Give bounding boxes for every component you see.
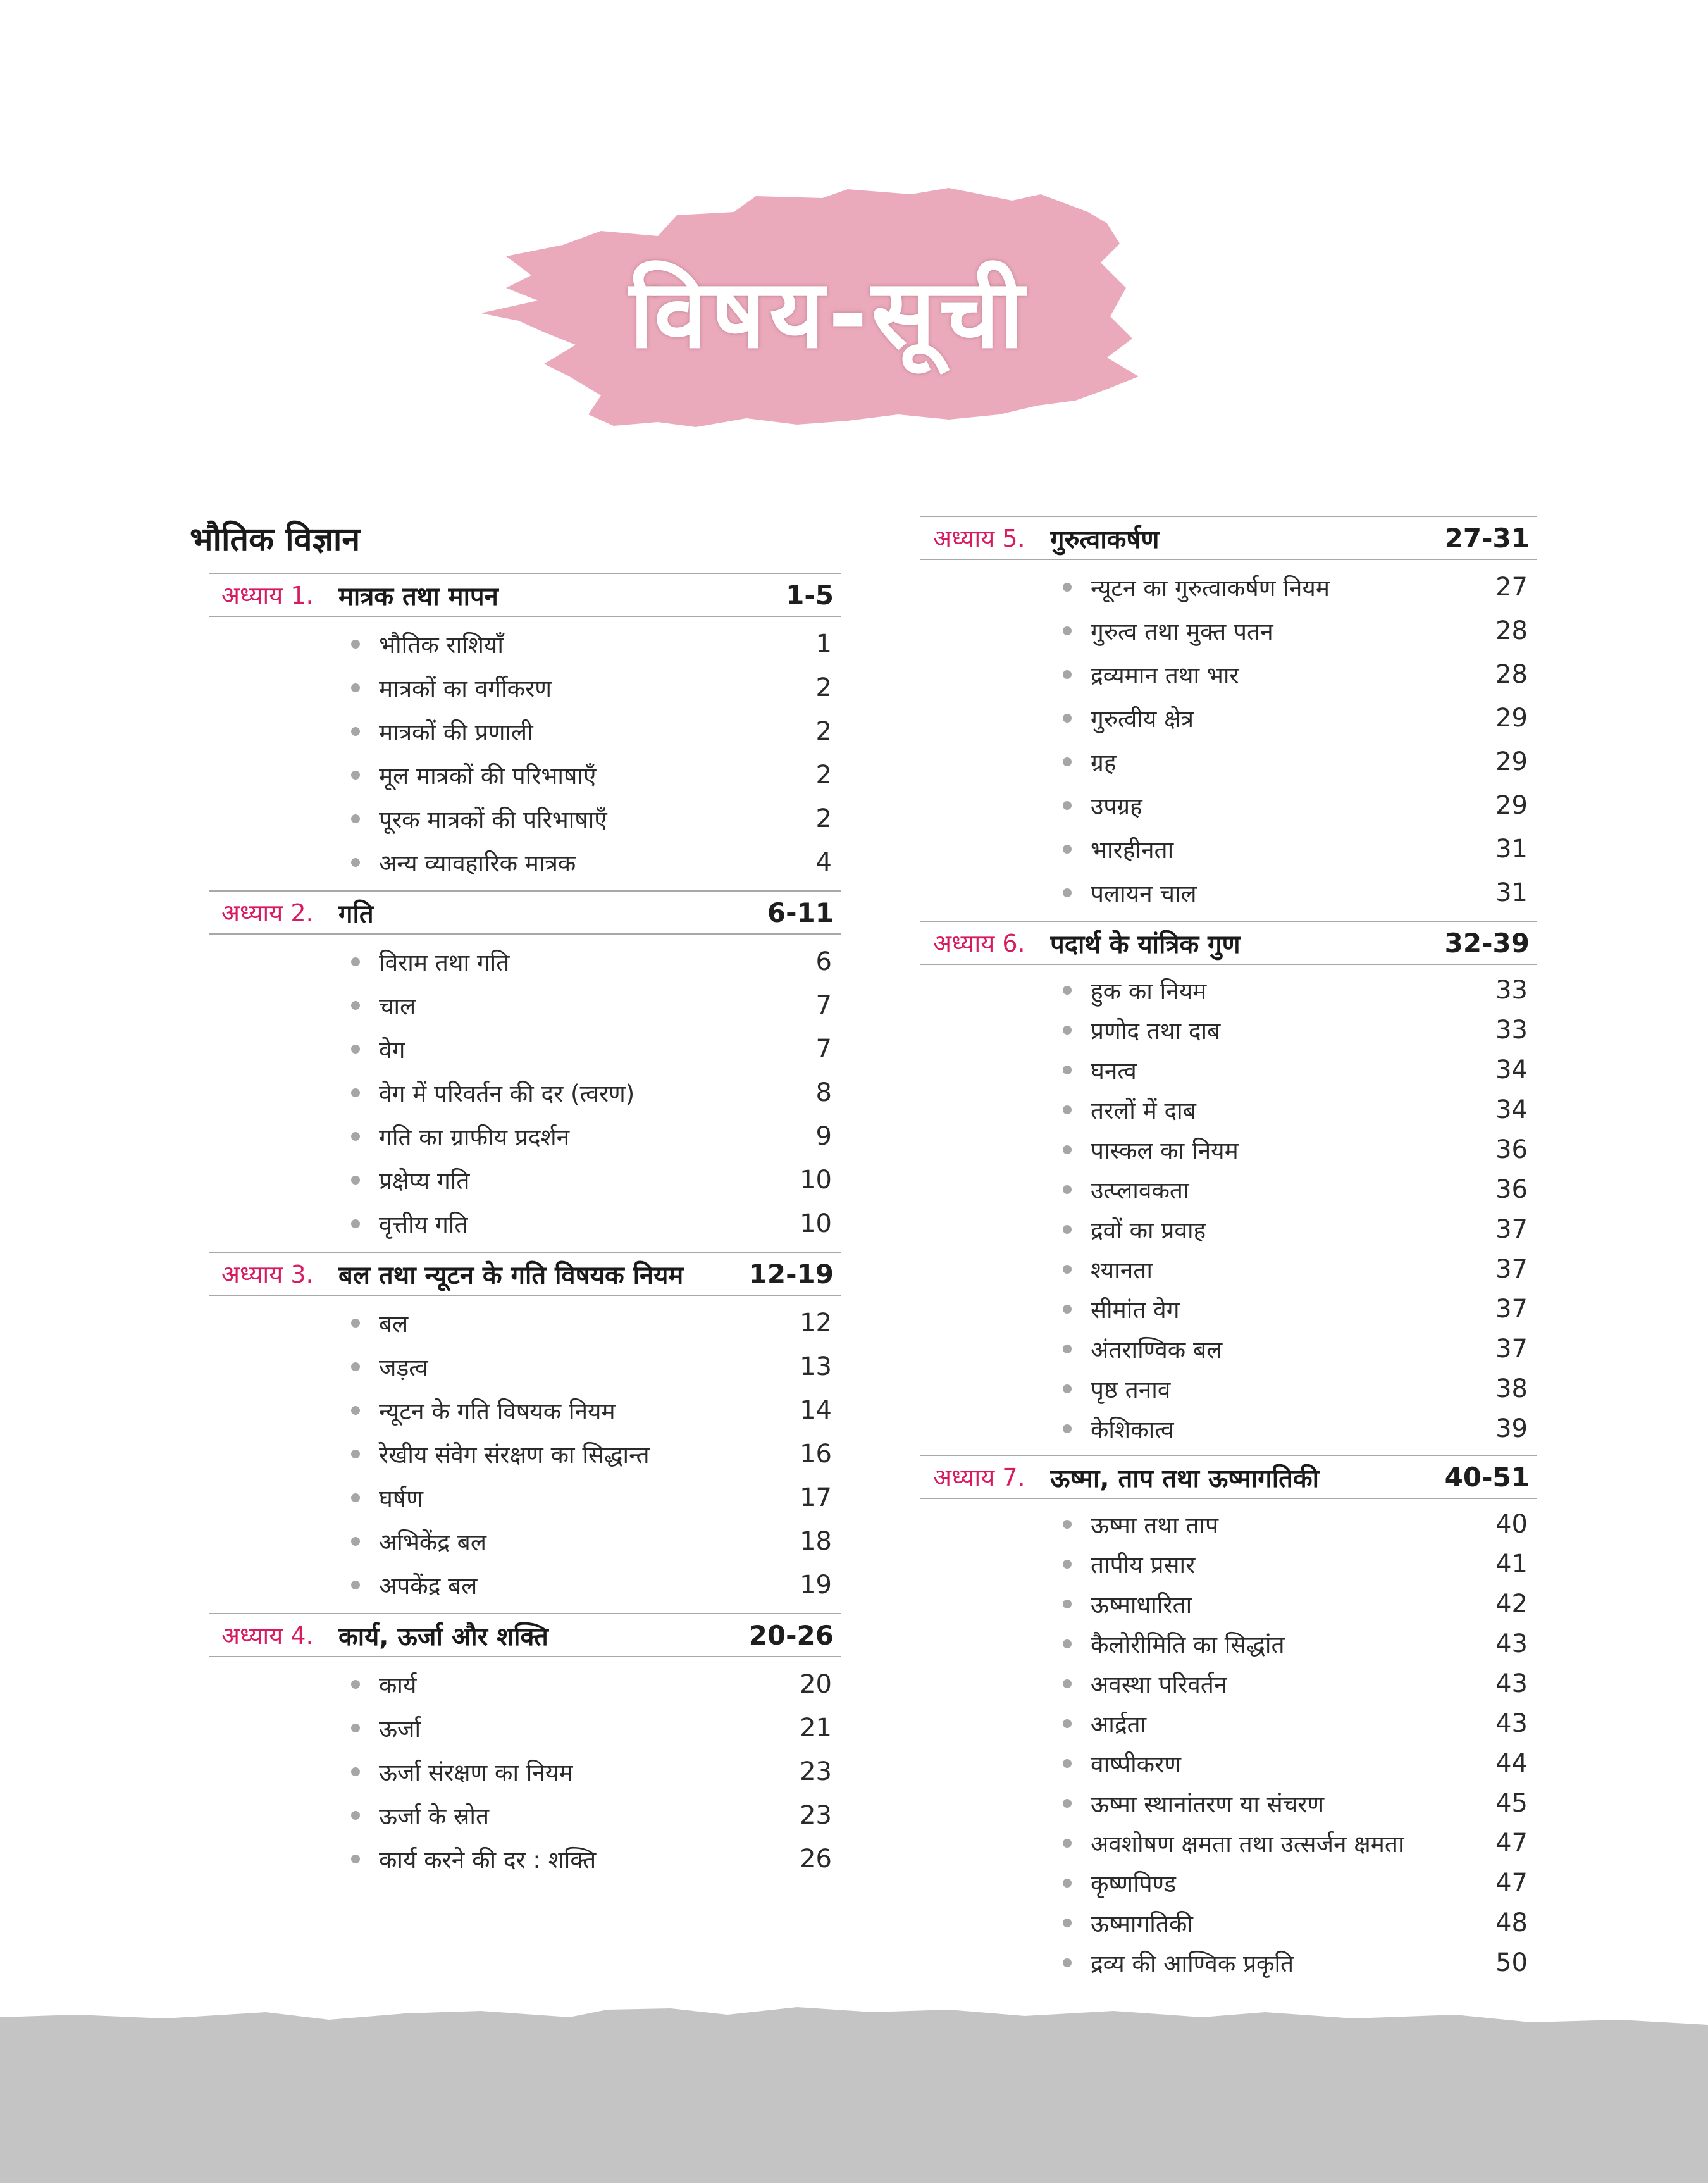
topic-title: अवस्था परिवर्तन [1091,1671,1227,1698]
topic-row[interactable] [920,1409,1537,1448]
page-title: विषय-सूची [629,259,1028,370]
chapter-label: अध्याय 1. [221,582,314,609]
bullet-icon [1063,714,1072,723]
topic-page: 34 [1495,1095,1528,1124]
topic-row[interactable] [209,1114,841,1158]
topic-title: श्यानता [1091,1257,1153,1284]
title-banner [468,187,1189,433]
topic-title: बल [379,1310,409,1338]
topic-page: 47 [1495,1828,1528,1858]
topic-title: प्रणोद तथा दाब [1091,1017,1221,1045]
bullet-icon [1063,1879,1072,1888]
topic-page: 31 [1495,834,1528,864]
bullet-icon [1063,1424,1072,1433]
bullet-icon [1063,1185,1072,1194]
topic-page: 50 [1495,1948,1528,1977]
topic-list [209,1657,841,1887]
chapter-page-range: 40-51 [1444,1461,1530,1493]
bullet-icon [1063,626,1072,635]
chapter-label: अध्याय 5. [933,525,1025,552]
topic-row[interactable] [209,1563,841,1607]
topic-title: प्रक्षेप्य गति [379,1167,470,1195]
topic-row[interactable] [920,696,1537,740]
topic-row[interactable] [920,1743,1537,1783]
bullet-icon [351,1219,360,1228]
topic-list [209,617,841,890]
topic-row[interactable] [920,1249,1537,1289]
chapter-title: ऊष्मा, ताप तथा ऊष्मागतिकी [1050,1464,1319,1493]
chapter-label: अध्याय 2. [221,899,314,927]
topic-title: केशिकात्व [1091,1416,1174,1443]
bullet-icon [351,727,360,736]
topic-title: वाष्पीकरण [1091,1751,1181,1778]
topic-row[interactable] [209,1476,841,1519]
topic-page: 13 [800,1352,832,1381]
topic-row[interactable] [209,1071,841,1114]
topic-title: गुरुत्व तथा मुक्त पतन [1091,618,1273,645]
chapter-header[interactable] [209,1252,841,1296]
topic-row[interactable] [209,940,841,983]
bullet-icon [1063,1639,1072,1648]
topic-row[interactable] [209,1345,841,1388]
bullet-icon [1063,1305,1072,1314]
topic-title: चाल [379,993,416,1020]
chapter-block [920,921,1537,1455]
topic-row[interactable] [920,1369,1537,1409]
topic-list [920,1499,1537,1989]
topic-row[interactable] [920,1010,1537,1050]
bullet-icon [351,1811,360,1820]
topic-page: 37 [1495,1334,1528,1364]
toc-left-column [209,573,841,1887]
topic-page: 18 [800,1526,832,1556]
topic-title: उपग्रह [1091,793,1142,820]
topic-title: वेग [379,1036,405,1064]
topic-title: कृष्णपिण्ड [1091,1870,1177,1898]
topic-list [209,935,841,1252]
topic-row[interactable] [209,1158,841,1202]
topic-page: 23 [800,1757,832,1786]
topic-page: 9 [815,1121,832,1151]
bullet-icon [1063,1105,1072,1114]
topic-page: 33 [1495,1015,1528,1045]
topic-page: 8 [815,1078,832,1107]
topic-page: 38 [1495,1374,1528,1403]
topic-title: अभिकेंद्र बल [379,1529,486,1556]
topic-row[interactable] [209,666,841,709]
chapter-label: अध्याय 7. [933,1464,1025,1491]
topic-row[interactable] [920,1209,1537,1249]
topic-title: पूरक मात्रकों की परिभाषाएँ [379,806,607,833]
topic-page: 10 [800,1165,832,1195]
topic-title: मात्रकों का वर्गीकरण [379,675,552,702]
bullet-icon [1063,1919,1072,1927]
topic-row[interactable] [209,983,841,1027]
topic-page: 39 [1495,1414,1528,1443]
topic-title: अवशोषण क्षमता तथा उत्सर्जन क्षमता [1091,1831,1404,1858]
topic-row[interactable] [920,1664,1537,1703]
topic-row[interactable] [920,652,1537,696]
topic-row[interactable] [209,1202,841,1245]
topic-page: 28 [1495,659,1528,689]
topic-title: कैलोरीमिति का सिद्धांत [1091,1631,1285,1658]
topic-title: रेखीय संवेग संरक्षण का सिद्धान्त [379,1441,650,1469]
topic-page: 37 [1495,1214,1528,1244]
topic-page: 40 [1495,1509,1528,1539]
topic-page: 17 [800,1483,832,1512]
topic-page: 4 [815,847,832,877]
topic-row[interactable] [920,1169,1537,1209]
topic-title: कार्य करने की दर : शक्ति [379,1846,597,1874]
bullet-icon [351,1767,360,1776]
chapter-title: बल तथा न्यूटन के गति विषयक नियम [338,1260,684,1290]
topic-row[interactable] [209,1793,841,1837]
topic-page: 12 [800,1308,832,1338]
topic-title: भौतिक राशियाँ [379,631,504,659]
topic-title: कार्य [379,1672,417,1699]
topic-page: 2 [815,760,832,790]
topic-row[interactable] [209,1301,841,1345]
topic-page: 33 [1495,975,1528,1005]
topic-row[interactable] [920,1703,1537,1743]
bullet-icon [351,1406,360,1415]
chapter-header[interactable] [920,516,1537,560]
topic-row[interactable] [920,565,1537,609]
chapter-page-range: 12-19 [748,1258,834,1290]
topic-title: उत्प्लावकता [1091,1177,1189,1204]
bullet-icon [351,1724,360,1732]
topic-row[interactable] [209,840,841,884]
section-title: भौतिक विज्ञान [190,521,361,559]
chapter-header[interactable] [920,921,1537,965]
bullet-icon [351,1362,360,1371]
topic-page: 37 [1495,1254,1528,1284]
topic-page: 43 [1495,1708,1528,1738]
chapter-page-range: 6-11 [767,897,834,928]
topic-page: 1 [815,629,832,659]
topic-row[interactable] [920,1504,1537,1544]
bullet-icon [1063,1560,1072,1569]
chapter-label: अध्याय 3. [221,1260,314,1288]
topic-row[interactable] [209,1706,841,1750]
topic-row[interactable] [920,1090,1537,1129]
topic-row[interactable] [209,753,841,797]
topic-title: घनत्व [1091,1057,1137,1085]
bullet-icon [1063,1759,1072,1768]
topic-title: भारहीनता [1091,837,1174,864]
bullet-icon [351,1493,360,1502]
toc-right-column [920,516,1537,1989]
topic-title: अंतराण्विक बल [1091,1336,1223,1364]
topic-row[interactable] [920,1783,1537,1823]
topic-title: ग्रह [1091,749,1117,776]
bullet-icon [1063,1265,1072,1274]
topic-page: 43 [1495,1669,1528,1698]
chapter-title: मात्रक तथा मापन [338,582,498,611]
topic-title: घर्षण [379,1485,424,1512]
topic-page: 34 [1495,1055,1528,1085]
bullet-icon [1063,888,1072,897]
topic-title: द्रव्य की आण्विक प्रकृति [1091,1950,1294,1977]
topic-page: 45 [1495,1788,1528,1818]
topic-page: 28 [1495,616,1528,645]
bullet-icon [1063,1839,1072,1848]
topic-title: ऊष्मागतिकी [1091,1910,1193,1937]
topic-page: 19 [800,1570,832,1600]
topic-title: द्रव्यमान तथा भार [1091,662,1239,689]
chapter-title: गति [338,899,374,929]
topic-page: 10 [800,1209,832,1238]
topic-row[interactable] [209,1027,841,1071]
topic-title: आर्द्रता [1091,1711,1147,1738]
bullet-icon [351,858,360,867]
topic-title: ऊष्मा स्थानांतरण या संचरण [1091,1791,1325,1818]
topic-row[interactable] [920,783,1537,827]
bullet-icon [351,1001,360,1010]
topic-row[interactable] [920,1584,1537,1624]
bullet-icon [351,1537,360,1546]
topic-page: 26 [800,1844,832,1874]
chapter-label: अध्याय 6. [933,930,1025,957]
topic-page: 31 [1495,878,1528,907]
chapter-title: पदार्थ के यांत्रिक गुण [1050,930,1241,959]
topic-row[interactable] [209,1519,841,1563]
topic-page: 36 [1495,1174,1528,1204]
topic-row[interactable] [920,1823,1537,1863]
topic-page: 2 [815,716,832,746]
bullet-icon [351,771,360,780]
bullet-icon [1063,1145,1072,1154]
topic-row[interactable] [920,1624,1537,1664]
chapter-block [209,1252,841,1613]
topic-title: मूल मात्रकों की परिभाषाएँ [379,762,597,790]
topic-page: 20 [800,1669,832,1699]
bullet-icon [1063,1600,1072,1608]
topic-row[interactable] [920,1903,1537,1943]
bullet-icon [351,1581,360,1589]
bullet-icon [1063,757,1072,766]
topic-row[interactable] [920,1329,1537,1369]
topic-page: 47 [1495,1868,1528,1898]
topic-title: विराम तथा गति [379,949,510,976]
topic-title: वेग में परिवर्तन की दर (त्वरण) [379,1080,635,1107]
topic-title: द्रवों का प्रवाह [1091,1217,1206,1244]
topic-page: 16 [800,1439,832,1469]
bullet-icon [351,1855,360,1863]
topic-page: 21 [800,1713,832,1743]
bullet-icon [351,1176,360,1185]
topic-page: 14 [800,1395,832,1425]
topic-row[interactable] [209,1432,841,1476]
bullet-icon [1063,583,1072,592]
chapter-header[interactable] [209,890,841,935]
bullet-icon [1063,1520,1072,1529]
topic-page: 23 [800,1800,832,1830]
bullet-icon [1063,1345,1072,1353]
topic-row[interactable] [209,1662,841,1706]
topic-page: 27 [1495,572,1528,602]
topic-row[interactable] [920,1943,1537,1982]
topic-title: पृष्ठ तनाव [1091,1376,1171,1403]
chapter-header[interactable] [209,1613,841,1657]
bullet-icon [1063,1958,1072,1967]
bullet-icon [1063,1384,1072,1393]
topic-title: अपकेंद्र बल [379,1572,478,1600]
topic-title: पास्कल का नियम [1091,1137,1239,1164]
topic-row[interactable] [920,609,1537,652]
bullet-icon [351,1680,360,1689]
chapter-page-range: 20-26 [748,1619,834,1651]
bullet-icon [351,957,360,966]
chapter-title: कार्य, ऊर्जा और शक्ति [338,1622,548,1651]
footer-brush-band [0,2006,1708,2183]
bullet-icon [351,1319,360,1328]
footer-brush-shape [0,2006,1708,2183]
topic-page: 7 [815,1034,832,1064]
topic-title: ऊर्जा के स्रोत [379,1803,490,1830]
topic-title: गति का ग्राफीय प्रदर्शन [379,1124,570,1151]
bullet-icon [1063,1026,1072,1035]
topic-title: ऊर्जा संरक्षण का नियम [379,1759,573,1786]
topic-page: 43 [1495,1629,1528,1658]
topic-row[interactable] [920,970,1537,1010]
chapter-block [209,890,841,1252]
bullet-icon [351,683,360,692]
topic-row[interactable] [209,1388,841,1432]
topic-list [920,560,1537,921]
topic-list [920,965,1537,1455]
chapter-label: अध्याय 4. [221,1622,314,1650]
topic-page: 42 [1495,1589,1528,1619]
topic-title: न्यूटन के गति विषयक नियम [379,1398,616,1425]
bullet-icon [1063,1719,1072,1728]
topic-title: गुरुत्वीय क्षेत्र [1091,706,1194,733]
topic-page: 2 [815,804,832,833]
chapter-title: गुरुत्वाकर्षण [1050,525,1160,554]
topic-page: 2 [815,673,832,702]
chapter-header[interactable] [920,1455,1537,1499]
bullet-icon [1063,986,1072,995]
bullet-icon [1063,1066,1072,1074]
topic-page: 7 [815,990,832,1020]
topic-title: वृत्तीय गति [379,1211,468,1238]
topic-title: जड़त्व [379,1354,428,1381]
bullet-icon [1063,801,1072,810]
chapter-page-range: 32-39 [1444,927,1530,959]
topic-page: 44 [1495,1748,1528,1778]
chapter-page-range: 1-5 [786,579,834,611]
topic-row[interactable] [920,1863,1537,1903]
chapter-block [209,1613,841,1887]
topic-row[interactable] [920,1129,1537,1169]
bullet-icon [1063,1679,1072,1688]
topic-row[interactable] [209,1750,841,1793]
topic-title: तरलों में दाब [1091,1097,1196,1124]
topic-title: हुक का नियम [1091,978,1207,1005]
chapter-header[interactable] [209,573,841,617]
chapter-block [920,1455,1537,1989]
chapter-block [209,573,841,890]
topic-row[interactable] [920,1289,1537,1329]
topic-row[interactable] [920,827,1537,871]
bullet-icon [351,1045,360,1054]
topic-row[interactable] [209,622,841,666]
topic-title: ऊर्जा [379,1715,421,1743]
topic-title: न्यूटन का गुरुत्वाकर्षण नियम [1091,575,1330,602]
bullet-icon [351,814,360,823]
bullet-icon [1063,1799,1072,1808]
topic-title: सीमांत वेग [1091,1297,1180,1324]
topic-row[interactable] [209,1837,841,1881]
topic-page: 41 [1495,1549,1528,1579]
topic-row[interactable] [209,797,841,840]
bullet-icon [1063,1225,1072,1234]
topic-page: 29 [1495,790,1528,820]
topic-title: अन्य व्यावहारिक मात्रक [379,850,576,877]
bullet-icon [1063,845,1072,854]
topic-row[interactable] [920,1544,1537,1584]
topic-row[interactable] [209,709,841,753]
chapter-block [920,516,1537,921]
topic-title: ऊष्माधारिता [1091,1591,1192,1619]
topic-title: तापीय प्रसार [1091,1552,1196,1579]
topic-list [209,1296,841,1613]
topic-page: 29 [1495,747,1528,776]
topic-row[interactable] [920,1050,1537,1090]
bullet-icon [351,1132,360,1141]
topic-page: 37 [1495,1294,1528,1324]
bullet-icon [351,1450,360,1458]
topic-page: 6 [815,947,832,976]
topic-row[interactable] [920,740,1537,783]
topic-page: 36 [1495,1135,1528,1164]
bullet-icon [1063,670,1072,679]
topic-page: 29 [1495,703,1528,733]
topic-title: मात्रकों की प्रणाली [379,719,533,746]
topic-title: ऊष्मा तथा ताप [1091,1512,1218,1539]
bullet-icon [351,640,360,649]
topic-row[interactable] [920,871,1537,914]
topic-title: पलायन चाल [1091,880,1197,907]
chapter-page-range: 27-31 [1444,522,1530,554]
bullet-icon [351,1088,360,1097]
topic-page: 48 [1495,1908,1528,1937]
